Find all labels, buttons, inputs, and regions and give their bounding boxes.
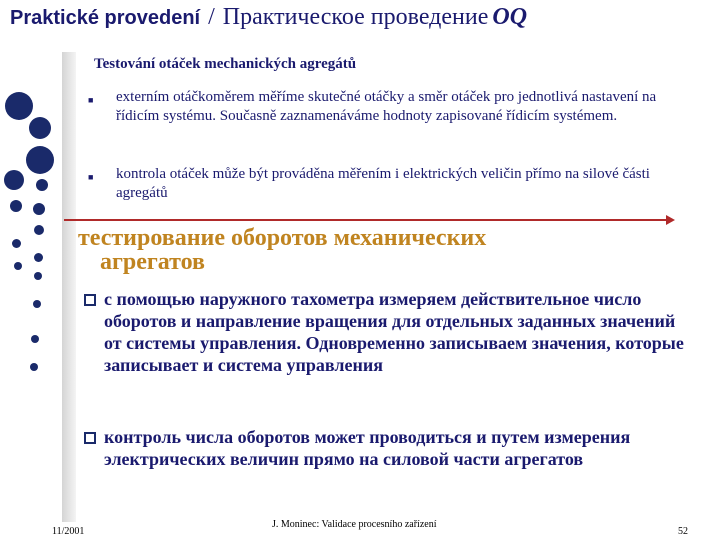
russian-heading [78,226,678,274]
decorative-dot [26,146,54,174]
russian-heading-line2: агрегатов [100,249,206,275]
checkbox-bullet-icon [84,294,96,306]
russian-heading-line1: тестирование оборотов механических [78,225,487,251]
footer-center-text: J. Moninec: Validace procesního zařízení [272,519,437,530]
russian-bullet-text: с помощью наружного тахометра измеряем действительное число оборотов и направление вращения для отдельных заданных значений от системы управления. Одновременно записываем значения, которые записывает и система управления [104,289,684,375]
title-russian: Практическое проведение [222,4,489,30]
title-code: OQ [492,4,528,30]
decorative-dot [33,203,45,215]
left-decorative-bar [62,52,76,522]
title-separator: / [208,4,215,30]
russian-bullet-text: контроль числа оборотов может проводиться и путем измерения электрических величин прямо на силовой части агрегатов [104,427,631,469]
decorative-dot [14,262,22,270]
decorative-dot [36,179,48,191]
bullet-square-icon: ■ [88,95,94,105]
decorative-dot [33,300,41,308]
title-czech: Praktické provedení [10,7,201,29]
decorative-dot [34,272,42,280]
czech-bullet-text: kontrola otáček může být prováděna měřením i elektrických veličin přímo na silové části agregátů [116,166,650,201]
decorative-dot [10,200,22,212]
decorative-dot [12,239,21,248]
arrow-head-icon [666,215,675,225]
footer-date: 11/2001 [52,526,85,537]
decorative-dot [34,253,43,262]
arrow-line [64,219,668,221]
page-number: 52 [678,526,688,537]
decorative-dot [29,117,51,139]
slide-title [10,4,527,31]
decorative-dot [30,363,38,371]
decorative-dot [34,225,44,235]
czech-bullet-text: externím otáčkoměrem měříme skutečné otáčky a směr otáček pro jednotlivá nastavení na řídicím systému. Současně zaznamenáváme hodnoty zapisované řídicím systémem. [116,89,657,124]
bullet-square-icon: ■ [88,172,94,182]
decorative-dot [31,335,39,343]
czech-subtitle: Testování otáček mechanických agregátů [94,56,357,72]
decorative-dot [4,170,24,190]
checkbox-bullet-icon [84,432,96,444]
decorative-dot [5,92,33,120]
